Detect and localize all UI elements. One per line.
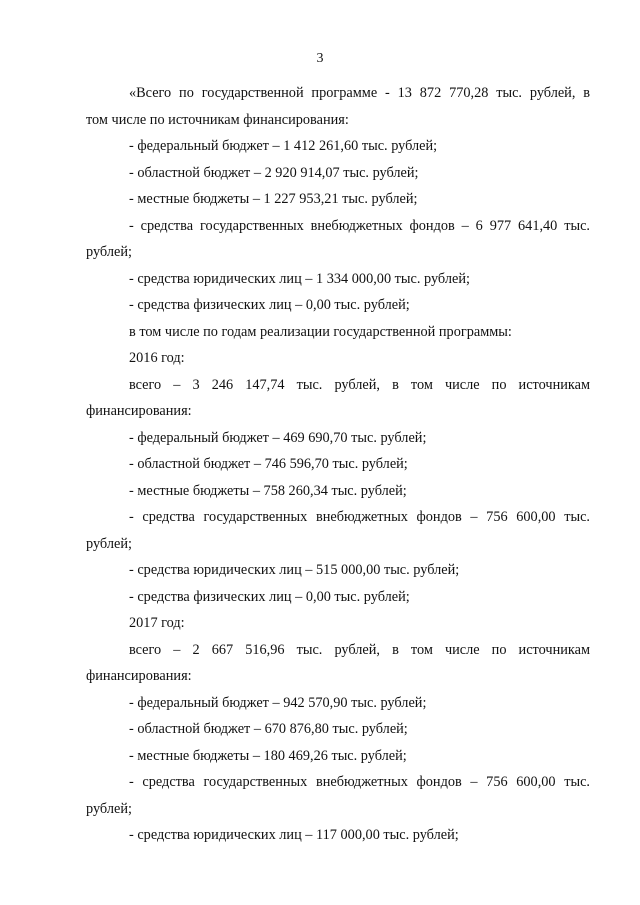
text-line: - средства государственных внебюджетных фондов – 756 600,00 тыс. — [129, 509, 590, 525]
text-line: - местные бюджеты – 758 260,34 тыс. рублей; — [129, 482, 407, 499]
text-line: всего – 3 246 147,74 тыс. рублей, в том числе по источникам — [129, 376, 590, 393]
text-line: 2016 год: — [129, 350, 185, 366]
text-line: «Всего по государственной программе - 13 872 770,28 тыс. рублей, в — [129, 85, 590, 101]
text-line: - областной бюджет – 746 596,70 тыс. рублей; — [129, 456, 408, 472]
text-line: - средства государственных внебюджетных фондов – 6 977 641,40 тыс. — [129, 217, 590, 234]
text-line: финансирования: — [86, 668, 192, 684]
text-line: - средства физических лиц – 0,00 тыс. рублей; — [129, 588, 410, 605]
text-line: - областной бюджет – 2 920 914,07 тыс. рублей; — [129, 164, 419, 181]
text-line: рублей; — [86, 800, 132, 817]
text-line: - средства физических лиц – 0,00 тыс. рублей; — [129, 297, 410, 313]
text-line: - областной бюджет – 670 876,80 тыс. рублей; — [129, 721, 408, 737]
text-line: всего – 2 667 516,96 тыс. рублей, в том числе по источникам — [129, 641, 590, 658]
page-number: 3 — [316, 51, 324, 66]
text-line: рублей; — [86, 535, 132, 552]
text-line: финансирования: — [86, 403, 192, 419]
text-line: 2017 год: — [129, 615, 185, 631]
document-body — [86, 80, 590, 849]
text-line: - местные бюджеты – 1 227 953,21 тыс. рублей; — [129, 191, 418, 207]
text-line: - средства юридических лиц – 117 000,00 тыс. рублей; — [129, 827, 459, 843]
text-line: - федеральный бюджет – 942 570,90 тыс. рублей; — [129, 694, 427, 711]
text-line: - средства юридических лиц – 1 334 000,00 тыс. рублей; — [129, 270, 470, 287]
text-line: - федеральный бюджет – 469 690,70 тыс. рублей; — [129, 429, 427, 446]
text-line: том числе по источникам финансирования: — [86, 111, 349, 128]
text-line: - средства государственных внебюджетных фондов – 756 600,00 тыс. — [129, 774, 590, 790]
text-line: - федеральный бюджет – 1 412 261,60 тыс. рублей; — [129, 138, 438, 154]
text-line: - средства юридических лиц – 515 000,00 тыс. рублей; — [129, 562, 460, 578]
text-line: - местные бюджеты – 180 469,26 тыс. рублей; — [129, 747, 407, 764]
text-line: рублей; — [86, 244, 132, 260]
text-line: в том числе по годам реализации государственной программы: — [129, 323, 512, 340]
